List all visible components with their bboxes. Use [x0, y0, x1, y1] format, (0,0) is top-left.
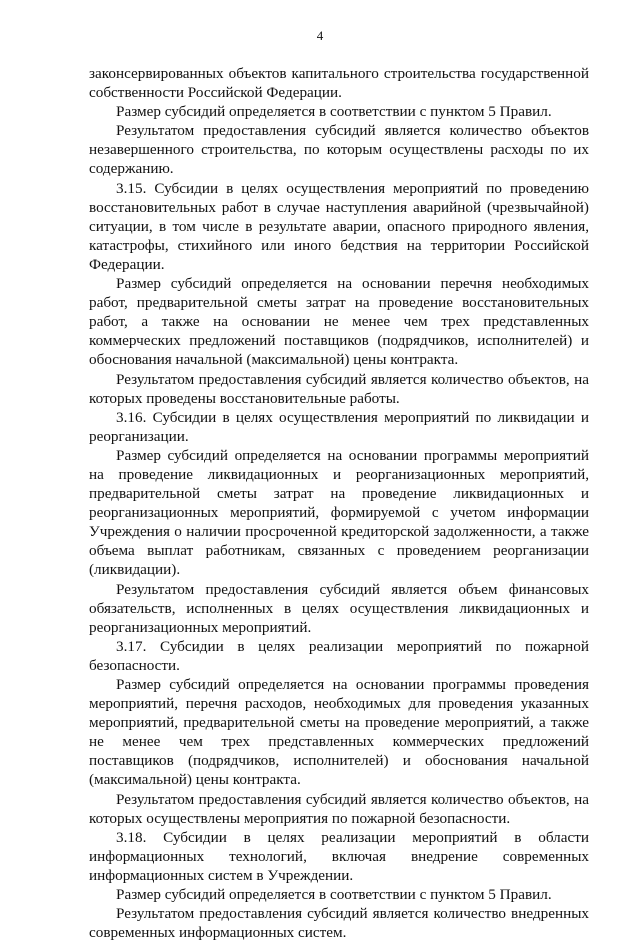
paragraph-subsidy-size: Размер субсидий определяется на основании перечня необходимых работ, предварительной сметы затрат на проведение восстановительных работ, а также на основании не менее чем трех представленных коммерческих предложений поставщиков (подрядчиков, исполнителей) и обоснования начальной (максимальной) цены контракта. — [89, 275, 589, 369]
paragraph-continuation: законсервированных объектов капитального строительства государственной собственности Российской Федерации. — [89, 65, 589, 102]
paragraph-subsidy-result: Результатом предоставления субсидий является количество объектов незавершенного строительства, по которым осуществлены расходы по их содержанию. — [89, 122, 589, 178]
document-body — [89, 64, 589, 942]
page-number: 4 — [316, 28, 324, 43]
paragraph-section-3-18: 3.18. Субсидии в целях реализации мероприятий в области информационных технологий, включая внедрение современных информационных систем в Учреждении. — [89, 828, 589, 884]
paragraph-subsidy-result: Результатом предоставления субсидий является количество объектов, на которых проведены восстановительные работы. — [89, 370, 589, 407]
paragraph-subsidy-result: Результатом предоставления субсидий является объем финансовых обязательств, исполненных в целях осуществления ликвидационных и реорганизационных мероприятий. — [89, 580, 589, 636]
paragraph-subsidy-result: Результатом предоставления субсидий является количество объектов, на которых осуществлены мероприятия по пожарной безопасности. — [89, 790, 589, 827]
paragraph-subsidy-size: Размер субсидий определяется в соответствии с пунктом 5 Правил. — [116, 103, 552, 121]
paragraph-subsidy-size: Размер субсидий определяется на основании программы проведения мероприятий, перечня расходов, необходимых для проведения указанных мероприятий, предварительной сметы на проведение мероприятий, а также не менее чем трех представленных коммерческих предложений поставщиков (подрядчиков, исполнителей) и обоснования начальной (максимальной) цены контракта. — [89, 676, 589, 789]
paragraph-section-3-15: 3.15. Субсидии в целях осуществления мероприятий по проведению восстановительных работ в случае наступления аварийной (чрезвычайной) ситуации, в том числе в результате аварии, опасного природного явления, катастрофы, стихийного или иного бедствия на территории Российской Федерации. — [89, 179, 589, 273]
paragraph-subsidy-result: Результатом предоставления субсидий является количество внедренных современных информационных систем. — [89, 905, 589, 942]
paragraph-section-3-17: 3.17. Субсидии в целях реализации мероприятий по пожарной безопасности. — [89, 637, 589, 674]
paragraph-subsidy-size: Размер субсидий определяется в соответствии с пунктом 5 Правил. — [116, 886, 552, 904]
paragraph-subsidy-size: Размер субсидий определяется на основании программы мероприятий на проведение ликвидационных и реорганизационных мероприятий, предварительной сметы затрат на проведение ликвидационных и реорганизационных мероприятий, формируемой с учетом информации Учреждения о наличии просроченной кредиторской задолженности, а также объема выплат работникам, связанных с проведением реорганизации (ликвидации). — [89, 446, 589, 579]
paragraph-section-3-16: 3.16. Субсидии в целях осуществления мероприятий по ликвидации и реорганизации. — [89, 408, 589, 445]
